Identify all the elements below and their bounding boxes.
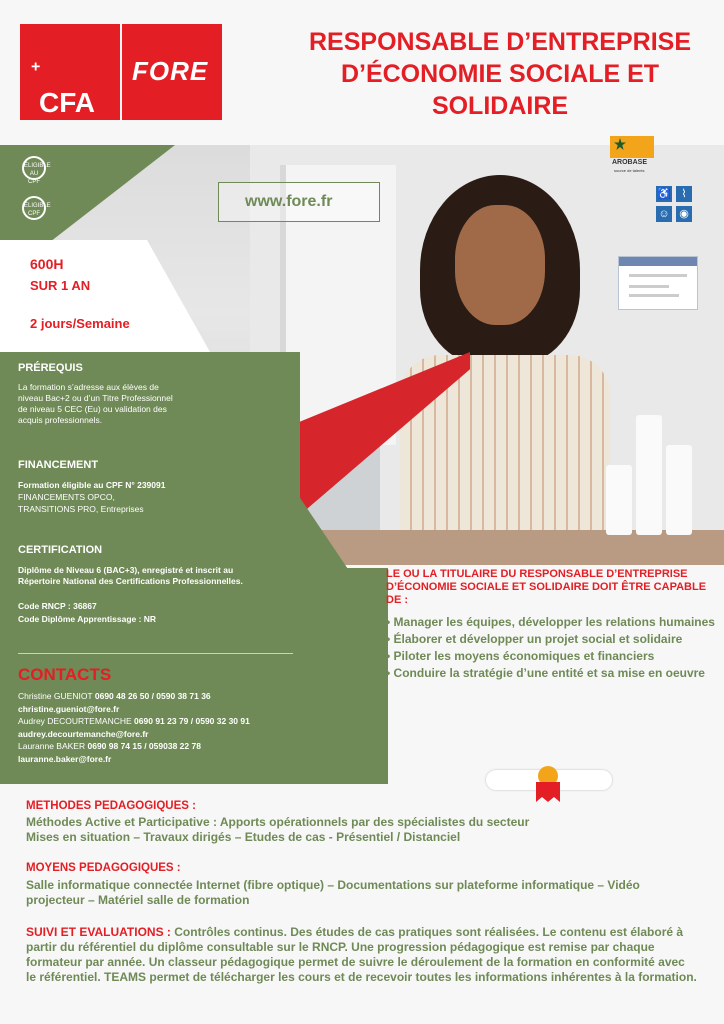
contact-phone[interactable]: 0690 48 26 50 / 0590 38 71 36 (94, 691, 211, 701)
methodes-line2: Mises en situation – Travaux dirigés – Etudes de cas - Présentiel / Distanciel (26, 830, 461, 844)
capability-item: • Piloter les moyens économiques et financiers (386, 649, 655, 663)
cpf-badge-icon-2 (22, 196, 51, 220)
financement-line3: TRANSITIONS PRO, Entreprises (18, 504, 144, 514)
logo-plus: + (31, 58, 41, 76)
financement-heading: FINANCEMENT (18, 459, 99, 471)
capability-item: • Élaborer et développer un projet social et solidaire (386, 632, 683, 646)
length: SUR 1 AN (30, 278, 91, 293)
certification-rncp: Code RNCP : 36867 (18, 601, 97, 611)
suivi-heading: SUIVI ET EVALUATIONS : (26, 925, 171, 939)
methodes-line1: Méthodes Active et Participative : Apports opérationnels par des spécialistes du secteur (26, 815, 530, 829)
website-link-box[interactable] (218, 182, 380, 222)
wheelchair-icon: ♿ (657, 188, 671, 200)
page-title: RESPONSABLE D’ENTREPRISE D’ÉCONOMIE SOCIALE ET SOLIDAIRE (308, 28, 691, 120)
capability-item: • Conduire la stratégie d’une entité et sa mise en oeuvre (386, 666, 705, 680)
logo-cfa-text: CFA (39, 87, 95, 118)
contact-name: Lauranne BAKER (18, 741, 86, 751)
badge-label-2: ÉLIGIBLE CPF (24, 203, 51, 217)
contact-row (18, 690, 318, 703)
fore-logo (122, 24, 222, 120)
diploma-icon (486, 770, 612, 790)
certification-heading: CERTIFICATION (18, 544, 103, 556)
cfa-logo (20, 24, 120, 120)
prerequis-text: La formation s’adresse aux élèves de niveau Bac+2 ou d’un Titre Professionnel de niveau 5 CEC (Eu) ou validation des acquis professionnels. (18, 382, 173, 425)
head-icon: ☺ (656, 206, 672, 222)
contact-name: Christine GUENIOT (18, 691, 93, 701)
partner-name: AROBASE (612, 159, 648, 166)
contacts-heading: CONTACTS (18, 665, 112, 684)
website-url[interactable]: www.fore.fr (245, 193, 333, 210)
moyens-heading: MOYENS PEDAGOGIQUES : (26, 862, 181, 874)
certification-apprentissage: Code Diplôme Apprentissage : NR (18, 614, 157, 624)
financement-line2: FINANCEMENTS OPCO, (18, 492, 115, 502)
methodes-heading: METHODES PEDAGOGIQUES : (26, 800, 196, 812)
contact-email[interactable]: christine.gueniot@fore.fr (18, 703, 120, 714)
partner-tagline: source de talents (614, 168, 645, 173)
contact-row (18, 715, 318, 728)
contact-email[interactable]: audrey.decourtemanche@fore.fr (18, 728, 149, 739)
ear-icon: ◉ (676, 206, 692, 222)
financement-line1: Formation éligible au CPF N° 239091 (18, 480, 166, 490)
capabilities-heading: LE OU LA TITULAIRE DU RESPONSABLE D’ENTREPRISE D’ÉCONOMIE SOCIALE ET SOLIDAIRE DOIT ÊTRE CAPABLE DE : (386, 568, 707, 606)
divider (18, 653, 293, 654)
cpf-badge-icon (22, 156, 51, 185)
contact-phone[interactable]: 0690 91 23 79 / 0590 32 30 91 (134, 716, 250, 726)
arobase-logo (606, 136, 658, 178)
contacts-list (18, 690, 318, 765)
logo-fore-text: FORE (132, 56, 209, 86)
prerequis-heading: PRÉREQUIS (18, 362, 83, 374)
contact-row (18, 740, 318, 753)
contact-name: Audrey DECOURTEMANCHE (18, 716, 132, 726)
suivi-block (26, 925, 698, 985)
badge-label-1: ÉLIGIBLE AU CPF (24, 163, 51, 185)
capabilities-list (386, 614, 716, 682)
contact-email[interactable]: lauranne.baker@fore.fr (18, 753, 112, 764)
certification-text: Diplôme de Niveau 6 (BAC+3), enregistré et inscrit au Répertoire National des Certifications Professionnelles. (18, 565, 243, 586)
moyens-text: Salle informatique connectée Internet (fibre optique) – Documentations sur plateforme informatique – Vidéo projecteur – Matériel salle de formation (26, 878, 640, 907)
hearing-icon: ⌇ (676, 186, 692, 202)
capability-item: • Manager les équipes, développer les relations humaines (386, 615, 715, 629)
suivi-text: Contrôles continus. Des études de cas pratiques sont réalisées. Le contenu est élaboré à partir du référentiel du diplôme consultable sur le RNCP. Une progression pédagogique est remise par chaque formateur par année. Un classeur pédagogique permet de suivre le déroulement de la formation en conformité avec le référentiel. TEAMS permet de télécharger les cours et de recevoir toutes les informations inhérentes à la formation. (26, 925, 697, 984)
contact-phone[interactable]: 0690 98 74 15 / 059038 22 78 (87, 741, 201, 751)
hours: 600H (30, 256, 64, 272)
browser-window-icon (618, 256, 698, 310)
rhythm: 2 jours/Semaine (30, 316, 130, 331)
